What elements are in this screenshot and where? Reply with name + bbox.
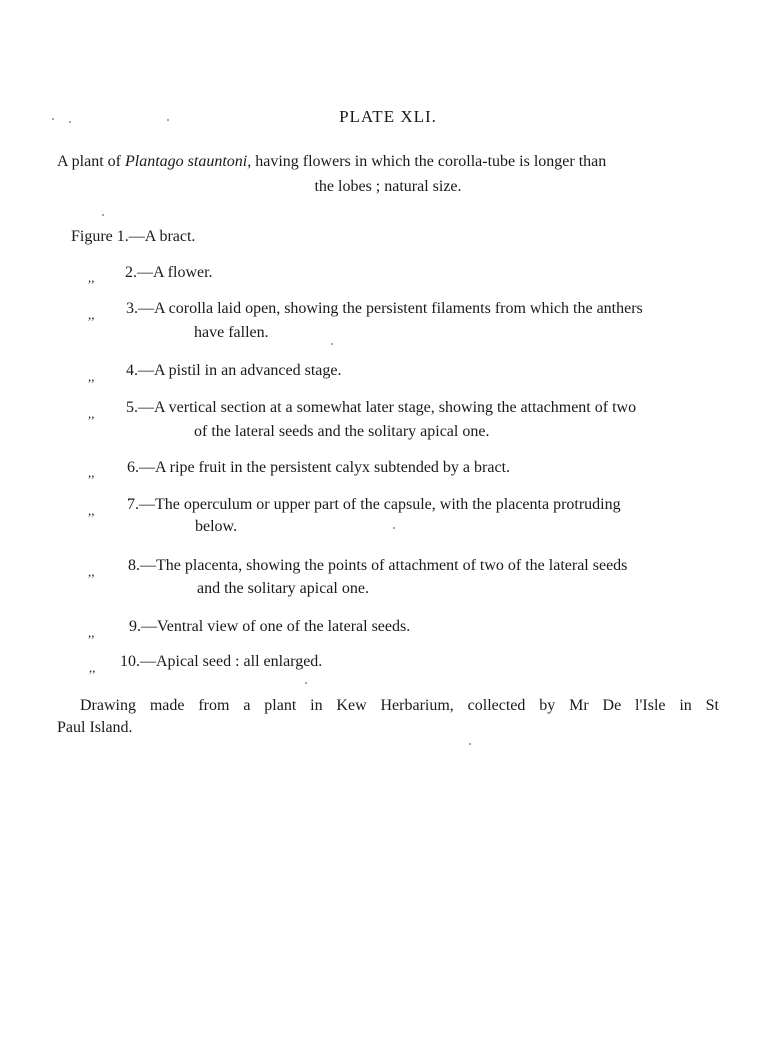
ditto-mark: ,,	[89, 660, 96, 675]
figure-text: —Apical seed : all enlarged.	[140, 653, 323, 670]
figure-text: —A bract.	[128, 228, 196, 245]
figure-text: —A flower.	[137, 264, 213, 281]
figure-text: —The placenta, showing the points of attachment of two of the lateral seeds	[140, 557, 628, 574]
figure-5	[126, 399, 636, 417]
ditto-mark: ,,	[88, 369, 95, 384]
scan-speck	[331, 343, 333, 345]
figure-text: —A corolla laid open, showing the persistent filaments from which the anthers	[138, 300, 643, 317]
figure-label: 3.	[126, 300, 138, 317]
figure-4	[126, 362, 342, 380]
scan-speck	[305, 682, 307, 684]
figure-label: 10.	[120, 653, 140, 670]
species-name: Plantago stauntoni,	[125, 153, 252, 170]
ditto-mark: ,,	[88, 503, 95, 518]
figure-8-continuation: and the solitary apical one.	[197, 580, 369, 597]
note-line-1: Drawing made from a plant in Kew Herbarium, collected by Mr De l'Isle in St	[80, 697, 719, 714]
figure-text: —Ventral view of one of the lateral seeds.	[141, 618, 411, 635]
scan-speck	[102, 214, 104, 216]
scan-speck	[393, 527, 395, 529]
caption-suffix: having flowers in which the corolla-tube is longer than	[251, 153, 607, 170]
figure-text: —The operculum or upper part of the capsule, with the placenta protruding	[139, 496, 621, 513]
note-line-2: Paul Island.	[57, 719, 133, 736]
figure-label: 7.	[127, 496, 139, 513]
figure-6	[127, 459, 510, 477]
figure-10	[120, 653, 322, 671]
figure-3	[126, 300, 643, 318]
ditto-mark: ,,	[88, 465, 95, 480]
figure-8	[128, 557, 627, 575]
figure-9	[129, 618, 410, 636]
figure-7-continuation: below.	[195, 518, 238, 535]
figure-2	[125, 264, 213, 282]
figure-label: Figure 1.	[71, 228, 129, 245]
figure-label: 6.	[127, 459, 139, 476]
ditto-mark: ,,	[88, 564, 95, 579]
figure-label: 9.	[129, 618, 141, 635]
caption-prefix: A plant of	[57, 153, 125, 170]
figure-text: —A vertical section at a somewhat later stage, showing the attachment of two	[138, 399, 637, 416]
figure-7	[127, 496, 621, 514]
figure-label: 8.	[128, 557, 140, 574]
plate-title: PLATE XLI.	[339, 107, 437, 126]
figure-1	[71, 228, 195, 246]
figure-label: 4.	[126, 362, 138, 379]
ditto-mark: ,,	[88, 270, 95, 285]
figure-label: 2.	[125, 264, 137, 281]
scan-speck	[469, 743, 471, 745]
figure-text: —A pistil in an advanced stage.	[138, 362, 342, 379]
figure-3-continuation: have fallen.	[194, 324, 269, 341]
ditto-mark: ,,	[88, 406, 95, 421]
caption-line-1	[57, 153, 606, 171]
figure-text: —A ripe fruit in the persistent calyx subtended by a bract.	[139, 459, 511, 476]
caption-line-2: the lobes ; natural size.	[314, 178, 462, 195]
figure-5-continuation: of the lateral seeds and the solitary apical one.	[194, 423, 490, 440]
figure-label: 5.	[126, 399, 138, 416]
ditto-mark: ,,	[88, 307, 95, 322]
ditto-mark: ,,	[88, 625, 95, 640]
